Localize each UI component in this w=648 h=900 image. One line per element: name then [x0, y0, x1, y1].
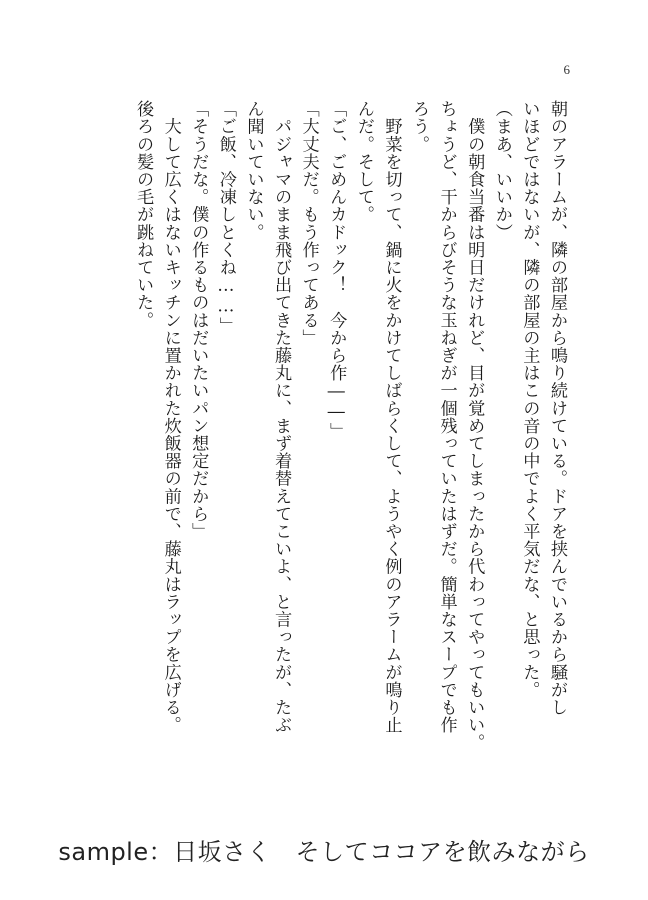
text-line: 野菜を切って、鍋に火をかけてしばらくして、ようやく例のアラームが鳴り止 [381, 100, 402, 734]
text-line: んだ。そして。 [353, 100, 374, 224]
text-line: 「大丈夫だ。もう作ってある」 [298, 100, 319, 347]
text-line: ちょうど、干からびそうな玉ねぎが一個残っていたはずだ。簡単なスープでも作 [436, 100, 457, 734]
text-line: 大して広くはないキッチンに置かれた炊飯器の前で、藤丸はラップを広げる。 [160, 100, 181, 734]
body-text [70, 100, 570, 820]
text-line: ろう。 [409, 100, 430, 153]
text-line: 僕の朝食当番は明日だけれど、目が覚めてしまったから代わってやってもいい。 [464, 100, 485, 752]
text-line: いほどではないが、隣の部屋の主はこの音の中でよく平気だな、と思った。 [519, 100, 540, 699]
text-line: ん聞いていない。 [243, 100, 264, 241]
text-line: パジャマのまま飛び出てきた藤丸に、まず着替えてこいよ、と言ったが、たぶ [271, 100, 292, 734]
text-line: 「ご飯、冷凍しとくね……」 [215, 100, 236, 335]
text-line: （まあ、いいか） [491, 100, 512, 241]
text-line: 「そうだな。僕の作るものはだいたいパン想定だから」 [188, 100, 209, 540]
text-line: 朝のアラームが、隣の部屋から鳴り続けている。ドアを挟んでいるから騒がし [547, 100, 567, 716]
text-line: 「ご、ごめんカドック！ 今から作――」 [326, 100, 347, 440]
text-line: 後ろの髪の毛が跳ねていた。 [133, 100, 154, 329]
footer-caption: sample：日坂さく そしてココアを飲みながら [58, 838, 590, 866]
page-number: 6 [563, 62, 570, 77]
